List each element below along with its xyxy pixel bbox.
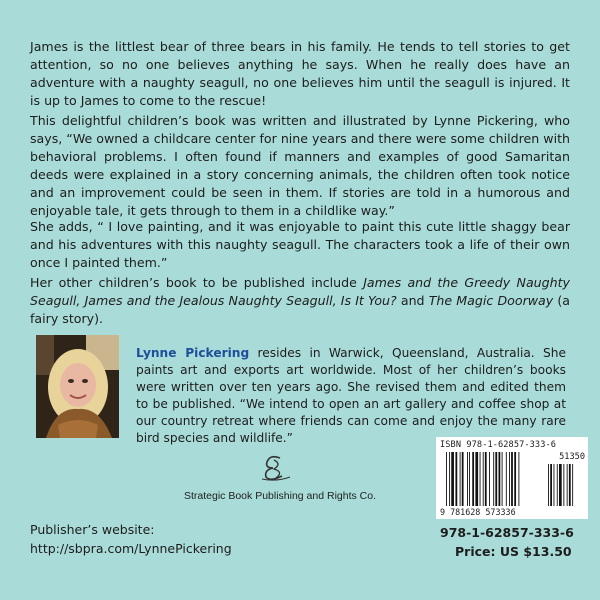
barcode-bar	[493, 452, 494, 506]
barcode-bar	[559, 464, 562, 506]
other-books-intro: Her other children’s book to be published include	[30, 275, 364, 290]
barcode-bar	[548, 464, 549, 506]
barcode-bar	[460, 452, 461, 506]
barcode-bar	[462, 452, 464, 506]
publisher-logo	[258, 452, 294, 482]
author-bio-text: resides in Warwick, Queensland, Australia. She paints art and exports art worldwide. Most of her children’s books were written over ten years ago. She revised them and edited them to be published. “We intend to open an art gallery and coffee shop at our country retreat where friends can come and enjoy the many rare bird species and wildlife.”	[136, 346, 566, 445]
barcode-bar	[449, 452, 450, 506]
barcode-bar	[506, 452, 507, 506]
barcode-bar	[509, 452, 510, 506]
barcode-bar	[554, 464, 555, 506]
barcode-bar	[489, 452, 490, 506]
barcode-number: 9 781628 573336	[440, 507, 516, 517]
author-quote-paragraph: This delightful children’s book was written and illustrated by Lynne Pickering, who says, “We owned a childcare center for nine years and there were some children with behavioral problems. I often found if manners and examples of good Samaritan deeds were explained in a story concerning animals, the children often took notice and an improvement could be seen in them. If stories are told in a humorous and enjoyable tale, it gets through to them in a childlike way.”	[30, 113, 570, 218]
barcode-bar	[451, 452, 454, 506]
author-bio	[136, 345, 566, 447]
website-url[interactable]: http://sbpra.com/LynnePickering	[30, 541, 232, 556]
author-photo	[36, 335, 119, 438]
magic-doorway-title: The Magic Doorway	[428, 293, 554, 308]
barcode-bar	[569, 464, 571, 506]
barcode-bar	[472, 452, 474, 506]
barcode-bar	[469, 452, 470, 506]
other-books-titles: James and the Greedy Naughty Seagull, James and the Jealous Naughty Seagull, Is It You?	[30, 275, 571, 308]
barcode-bar	[455, 452, 457, 506]
barcode-bar	[446, 452, 447, 506]
barcode-bar	[557, 464, 558, 506]
barcode-bar	[483, 452, 484, 506]
barcode-bar	[502, 452, 503, 506]
barcode-bar	[475, 452, 478, 506]
price: Price: US $13.50	[455, 544, 572, 559]
barcode-bar	[563, 464, 564, 506]
barcode-bar	[499, 452, 501, 506]
isbn-number: 978-1-62857-333-6	[440, 525, 574, 540]
website-label: Publisher’s website:	[30, 522, 155, 537]
barcode-bar	[550, 464, 552, 506]
barcode-isbn: ISBN 978-1-62857-333-6	[440, 440, 557, 450]
other-books-and: and	[396, 293, 429, 308]
barcode-bar	[485, 452, 487, 506]
barcode-bar	[467, 452, 468, 506]
publisher-name: Strategic Book Publishing and Rights Co.	[183, 490, 377, 502]
other-books-paragraph	[30, 274, 570, 328]
barcode-bar	[572, 464, 573, 506]
barcode-bar	[514, 452, 516, 506]
barcode	[436, 437, 588, 519]
barcode-bar	[511, 452, 513, 506]
description-paragraph: James is the littlest bear of three bears in his family. He tends to tell stories to get attention, so no one believes anything he says. When he really does have an adventure with a naughty seagull, no one believes him until the seagull is injured. It is up to James to come to the rescue!	[30, 39, 570, 108]
author-name: Lynne Pickering	[136, 346, 250, 360]
barcode-bar	[518, 452, 519, 506]
barcode-bar	[480, 452, 481, 506]
other-books-end: (a fairy story).	[30, 293, 571, 326]
painting-quote-paragraph: She adds, “ I love painting, and it was enjoyable to paint this cute little shaggy bear and his adventures with this naughty seagull. The characters took a life of their own once I painted them.”	[30, 219, 570, 270]
barcode-bar	[567, 464, 568, 506]
barcode-bar	[495, 452, 497, 506]
barcode-price-code: 51350	[559, 452, 585, 462]
